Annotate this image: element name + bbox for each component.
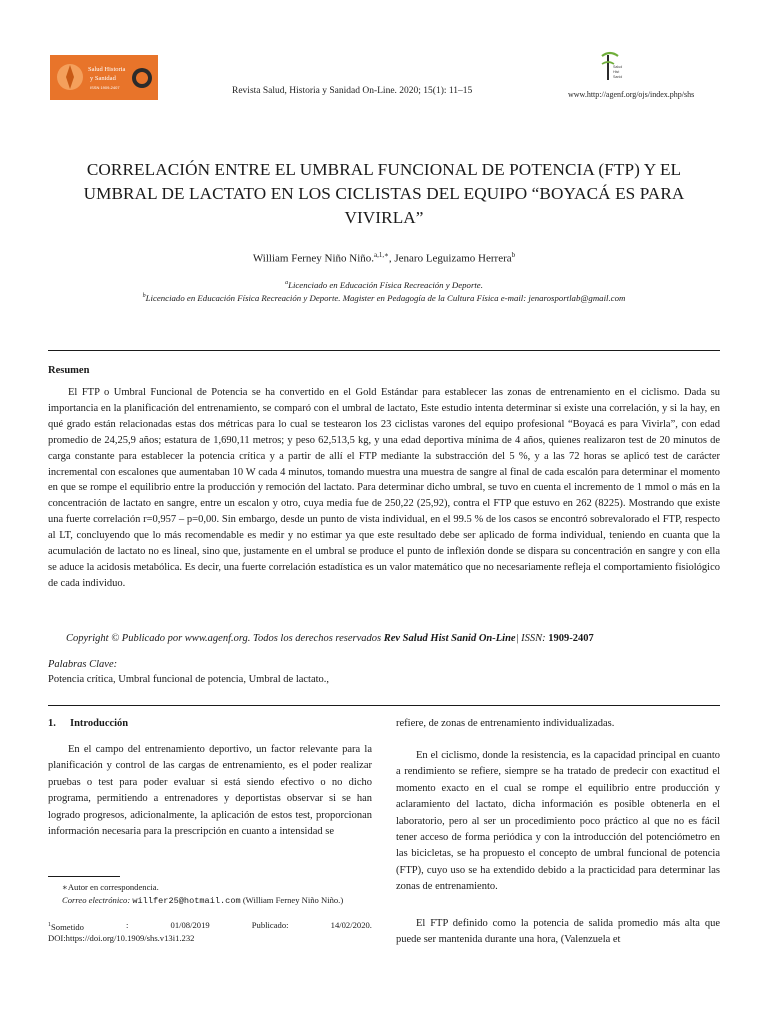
footnote-divider [48, 876, 120, 877]
journal-citation: Revista Salud, Historia y Sanidad On-Line. 2020; 15(1): 11–15 [232, 86, 473, 96]
published-label: Publicado: [251, 920, 289, 930]
copyright-notice [66, 633, 594, 644]
email-owner: (William Ferney Niño Niño.) [242, 895, 344, 905]
logo-text: ISSN 1909-2407 [90, 85, 120, 90]
body-paragraph: En el campo del entrenamiento deportivo, un factor relevante para la planificación y control de las cargas de entrenamiento, es el poder realizar pruebas o test para poder evaluar si está siendo efectivo o no dicho programa, permitiendo a entrenadores y deportistas observar si se han logrado progresos, adicionalmente, la aplicación de estos test, proporcionan información necesaria para la prescripción en cuanto a intensidad se [48, 744, 372, 838]
logo-text: y Sanidad [90, 75, 116, 82]
author-marker: a,1,∗ [374, 251, 389, 259]
footnote-marker: 1 [48, 922, 51, 928]
body-paragraph: El FTP definido como la potencia de salida promedio más alta que puede ser mantenida durante una hora, (Valenzuela et [396, 918, 720, 946]
logo-text: Sanid [613, 75, 623, 79]
divider [48, 705, 720, 706]
body-paragraph: En el ciclismo, donde la resistencia, es la capacidad principal en cuanto a rendimiento se refiere, siempre se ha tratado de predecir con exactitud el momento exacto en el cual se rompe el equilibrio entre producción y aclaramiento del lactato, dicha información es posible obtenerla en el laboratorio, pero al ser un procedimiento poco práctico al que no es fácil tener acceso de forma periódica y con la introducción del potenciómetro en las bicicletas, se ha propuesto el concepto de umbral funcional de potencia (FTP), cuyo uso se ha extendido debido a la practicidad para determinar las zonas de entrenamiento. [396, 750, 720, 893]
author-name: Jenaro Leguizamo Herrera [394, 252, 512, 265]
affiliation [48, 293, 720, 303]
footnote-corresponding: ∗Autor en correspondencia. [62, 882, 159, 892]
journal-logo [50, 55, 158, 100]
author-name: William Ferney Niño Niño. [252, 252, 374, 265]
email-link[interactable]: willfer25@hotmail.com [132, 896, 241, 906]
author-separator: , [388, 252, 395, 265]
submitted-separator: : [126, 920, 129, 930]
copyright-text: Copyright © Publicado por www.agenf.org. Todos los derechos reservados [66, 633, 384, 644]
affiliation-marker: a [285, 280, 289, 287]
section-title: Introducción [70, 718, 129, 729]
affiliation [48, 280, 720, 290]
body-paragraph: refiere, de zonas de entrenamiento individualizadas. [396, 718, 615, 729]
keywords-list: Potencia crítica, Umbral funcional de potencia, Umbral de lactato., [48, 674, 330, 685]
published-date: 14/02/2020. [330, 920, 372, 930]
issn-label: | ISSN [515, 633, 543, 644]
author-line [48, 251, 720, 265]
divider [48, 350, 720, 351]
submitted-date: 01/08/2019 [170, 920, 210, 930]
affiliation-text: Licenciado en Educación Física Recreación y Deporte. Magister en Pedagogía de la Cultura Física e-mail: jenarosportlab@gmail.com [145, 293, 626, 303]
issn-number: 1909-2407 [548, 633, 594, 644]
logo-text: Salud Historia [88, 66, 126, 73]
journal-url-link[interactable]: www.http://agenf.org/ojs/index.php/shs [568, 90, 695, 99]
journal-name: Rev Salud Hist Sanid On-Line [383, 633, 516, 644]
section-number: 1. [48, 718, 56, 729]
submitted-label: Sometido [51, 921, 84, 932]
keywords-heading: Palabras Clave: [48, 659, 118, 670]
doi-link[interactable]: DOI:https://doi.org/10.1909/shs.v13i1.232 [48, 933, 195, 943]
section-heading [48, 718, 128, 729]
abstract-body: El FTP o Umbral Funcional de Potencia se ha convertido en el Gold Estándar para establecer las zonas de entrenamiento en el ciclismo. Dada su importancia en la planificación del entrenamiento, se comparó con el umbral de lactato, Este estudio intenta determinar si existe una correlación, y si la hay, en qué grado están relacionadas estas dos métricas para lo cual se testearon los 23 ciclistas varones del equipo profesional “Boyacá es para Vivirla”, con edad promedio de 24,25,9 años; estatura de 1,690,11 metros; y peso 62,513,5 kg, y una edad deportiva mínima de 4 años, quienes realizaron test de 20 minutos de carga constante para establecer la potencia crítica y a partir de allí el FTP mediante la substracción del 5 %, y a las 72 horas se aplicó test de carácter incremental con escalones que aumentaban 10 W cada 4 minutos, tomando muestra una muestra de sangre al final de cada escalón para determinar el momento en que se rompe el equilibrio entre la producción y remoción del lactato. Para determinar dicho umbral, se tuvo en cuenta el incremento de 1 mmol o más en la concentración de lactato en sangre, entre un escalon y otro, cuya media fue de 250,22 (25,92), contra el FTP que estuvo en 262 (8225). Mostrando que existe una fuerte correlación r=0,957 – p=0,00. Sin embargo, desde un punto de vista individual, en el 99.5 % de los casos se encontró sobrevalorado el FTP, respecto al LT, concluyendo que lo más recomendable es medir y no estimar ya que este resultado debe ser aplicado de forma individual, teniendo en cuanta que la acumulación de lactato no es lineal, sino que, justamente en el umbral se produce el punto de inflexión donde se dispara su concentración en sangre y con ella se aduce la acidosis metabólica. Es decir, una fuerte correlación estadística es un valor matemático que no necesariamente refleja el comportamiento fisiológico de cada individuo. [48, 387, 720, 589]
footnote-email [48, 894, 372, 908]
paper-title: CORRELACIÓN ENTRE EL UMBRAL FUNCIONAL DE POTENCIA (FTP) Y EL UMBRAL DE LACTATO EN LOS CICLISTAS DEL EQUIPO “BOYACÁ ES PARA VIVIRLA” [83, 160, 685, 227]
affiliation-text: Licenciado en Educación Física Recreación y Deporte. [288, 280, 483, 290]
publisher-logo [594, 50, 628, 82]
affiliation-marker: b [142, 293, 146, 300]
logo-text: Hist [613, 70, 620, 74]
author-marker: b [511, 251, 516, 259]
logo-text: Salud [613, 65, 623, 69]
issn-colon: : [542, 633, 549, 644]
abstract-heading: Resumen [48, 365, 90, 376]
email-label: Correo electrónico: [62, 895, 131, 905]
